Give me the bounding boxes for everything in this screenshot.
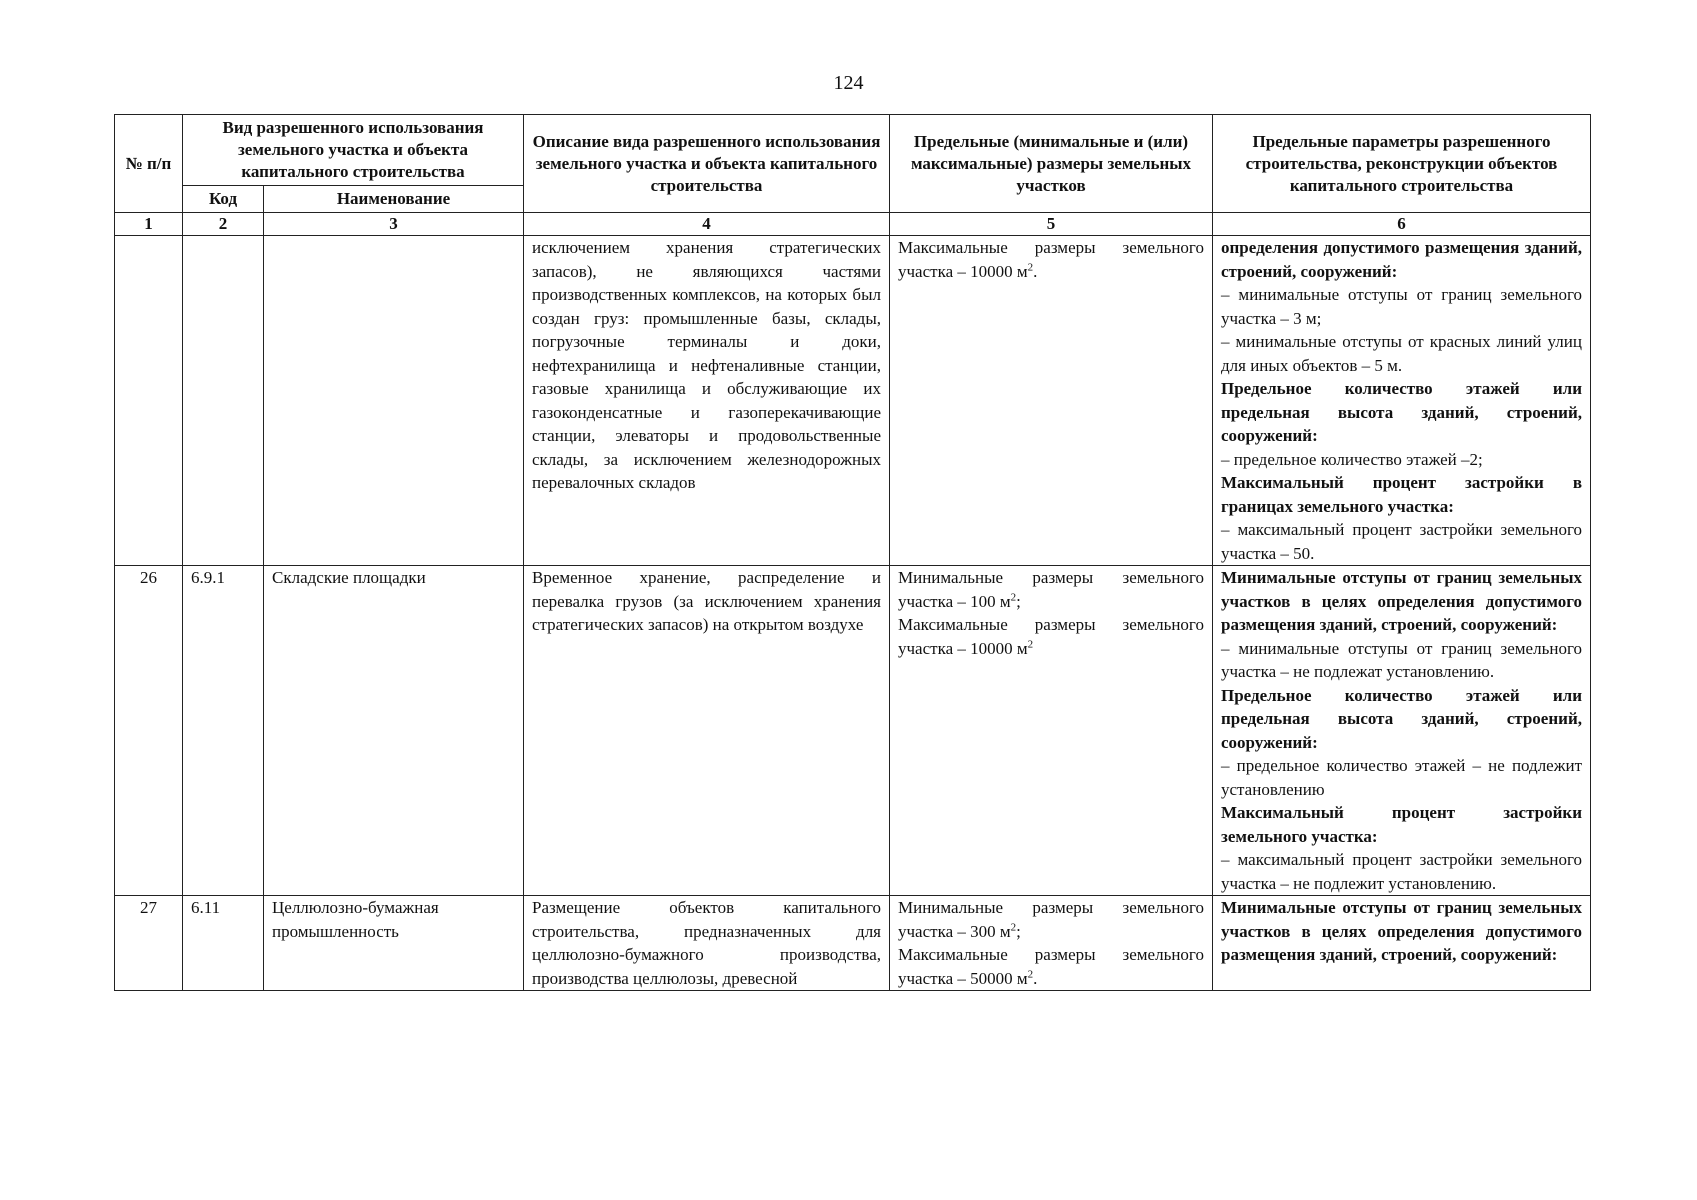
table-body <box>115 236 1591 991</box>
table-row <box>115 896 1591 991</box>
column-number: 1 <box>115 213 183 236</box>
unit-superscript: 2 <box>1027 967 1034 980</box>
size-punctuation: . <box>1033 968 1038 988</box>
param-item: – минимальные отступы от красных линий улиц для иных объектов – 5 м. <box>1221 332 1582 375</box>
param-item: – максимальный процент застройки земельного участка – не подлежит установлению. <box>1221 850 1582 893</box>
column-number: 6 <box>1213 213 1591 236</box>
size-line <box>898 566 1204 613</box>
row-number-cell: 27 <box>115 896 183 991</box>
size-line <box>898 613 1204 660</box>
param-heading: определения допустимого размещения зданий, строений, сооружений: <box>1221 238 1582 281</box>
param-heading: Максимальный процент застройки в границах земельного участка: <box>1221 473 1582 516</box>
column-number-row <box>115 213 1591 236</box>
page-number: 124 <box>833 72 864 94</box>
column-number: 3 <box>264 213 524 236</box>
size-line <box>898 943 1204 990</box>
sizes-cell <box>890 896 1213 991</box>
land-use-table <box>114 114 1591 991</box>
header-no: № п/п <box>115 115 183 213</box>
table-row <box>115 236 1591 566</box>
name-cell: Целлюлозно-бумажная промышленность <box>264 896 524 991</box>
size-line <box>898 896 1204 943</box>
param-heading: Предельное количество этажей или предельная высота зданий, строений, сооружений: <box>1221 379 1582 445</box>
description-cell: исключением хранения стратегических запасов), не являющихся частями производственных комплексов, на которых был создан груз: промышленные базы, склады, погрузочные терминалы и доки, нефтехранилища и нефтеналивные станции, газовые хранилища и обслуживающие их газоконденсатные и газоперекачивающие станции, элеваторы и продовольственные склады, за исключением железнодорожных перевалочных складов <box>524 236 890 566</box>
param-item: – минимальные отступы от границ земельного участка – не подлежат установлению. <box>1221 638 1582 681</box>
sizes-cell <box>890 566 1213 896</box>
name-cell <box>264 236 524 566</box>
header-type-group: Вид разрешенного использования земельного участка и объекта капитального строительства <box>183 115 524 186</box>
size-text: Минимальные размеры земельного участка – 100 м <box>898 568 1204 611</box>
param-heading: Минимальные отступы от границ земельных участков в целях определения допустимого размещения зданий, строений, сооружений: <box>1221 568 1582 634</box>
table-row <box>115 566 1591 896</box>
header-name: Наименование <box>264 186 524 213</box>
size-text: Максимальные размеры земельного участка – 10000 м <box>898 615 1204 658</box>
row-number-cell: 26 <box>115 566 183 896</box>
header-sizes: Предельные (минимальные и (или) максимальные) размеры земельных участков <box>890 115 1213 213</box>
description-cell: Размещение объектов капитального строительства, предназначенных для целлюлозно-бумажного производства, производства целлюлозы, древесной <box>524 896 890 991</box>
unit-superscript: 2 <box>1010 590 1017 603</box>
description-cell: Временное хранение, распределение и перевалка грузов (за исключением хранения стратегических запасов) на открытом воздухе <box>524 566 890 896</box>
header-code: Код <box>183 186 264 213</box>
column-number: 2 <box>183 213 264 236</box>
header-params: Предельные параметры разрешенного строительства, реконструкции объектов капитального строительства <box>1213 115 1591 213</box>
size-punctuation: ; <box>1016 921 1021 941</box>
size-punctuation: ; <box>1016 591 1021 611</box>
unit-superscript: 2 <box>1027 260 1034 273</box>
code-cell: 6.9.1 <box>183 566 264 896</box>
size-text: Максимальные размеры земельного участка – 10000 м <box>898 238 1204 281</box>
row-number-cell <box>115 236 183 566</box>
param-item: – предельное количество этажей – не подлежит установлению <box>1221 756 1582 799</box>
param-heading: Максимальный процент застройки земельного участка: <box>1221 803 1582 846</box>
column-number: 5 <box>890 213 1213 236</box>
size-line <box>898 236 1204 283</box>
header-description: Описание вида разрешенного использования земельного участка и объекта капитального строительства <box>524 115 890 213</box>
unit-superscript: 2 <box>1010 920 1017 933</box>
unit-superscript: 2 <box>1027 637 1034 650</box>
params-cell <box>1213 566 1591 896</box>
size-text: Минимальные размеры земельного участка – 300 м <box>898 898 1204 941</box>
code-cell <box>183 236 264 566</box>
param-item: – предельное количество этажей –2; <box>1221 449 1483 469</box>
size-text: Максимальные размеры земельного участка – 50000 м <box>898 945 1204 988</box>
param-heading: Минимальные отступы от границ земельных участков в целях определения допустимого размещения зданий, строений, сооружений: <box>1221 898 1582 964</box>
sizes-cell <box>890 236 1213 566</box>
size-punctuation: . <box>1033 261 1038 281</box>
code-cell: 6.11 <box>183 896 264 991</box>
column-number: 4 <box>524 213 890 236</box>
param-item: – максимальный процент застройки земельного участка – 50. <box>1221 520 1582 563</box>
param-item: – минимальные отступы от границ земельного участка – 3 м; <box>1221 285 1582 328</box>
params-cell <box>1213 236 1591 566</box>
param-heading: Предельное количество этажей или предельная высота зданий, строений, сооружений: <box>1221 685 1582 752</box>
params-cell <box>1213 896 1591 991</box>
name-cell: Складские площадки <box>264 566 524 896</box>
